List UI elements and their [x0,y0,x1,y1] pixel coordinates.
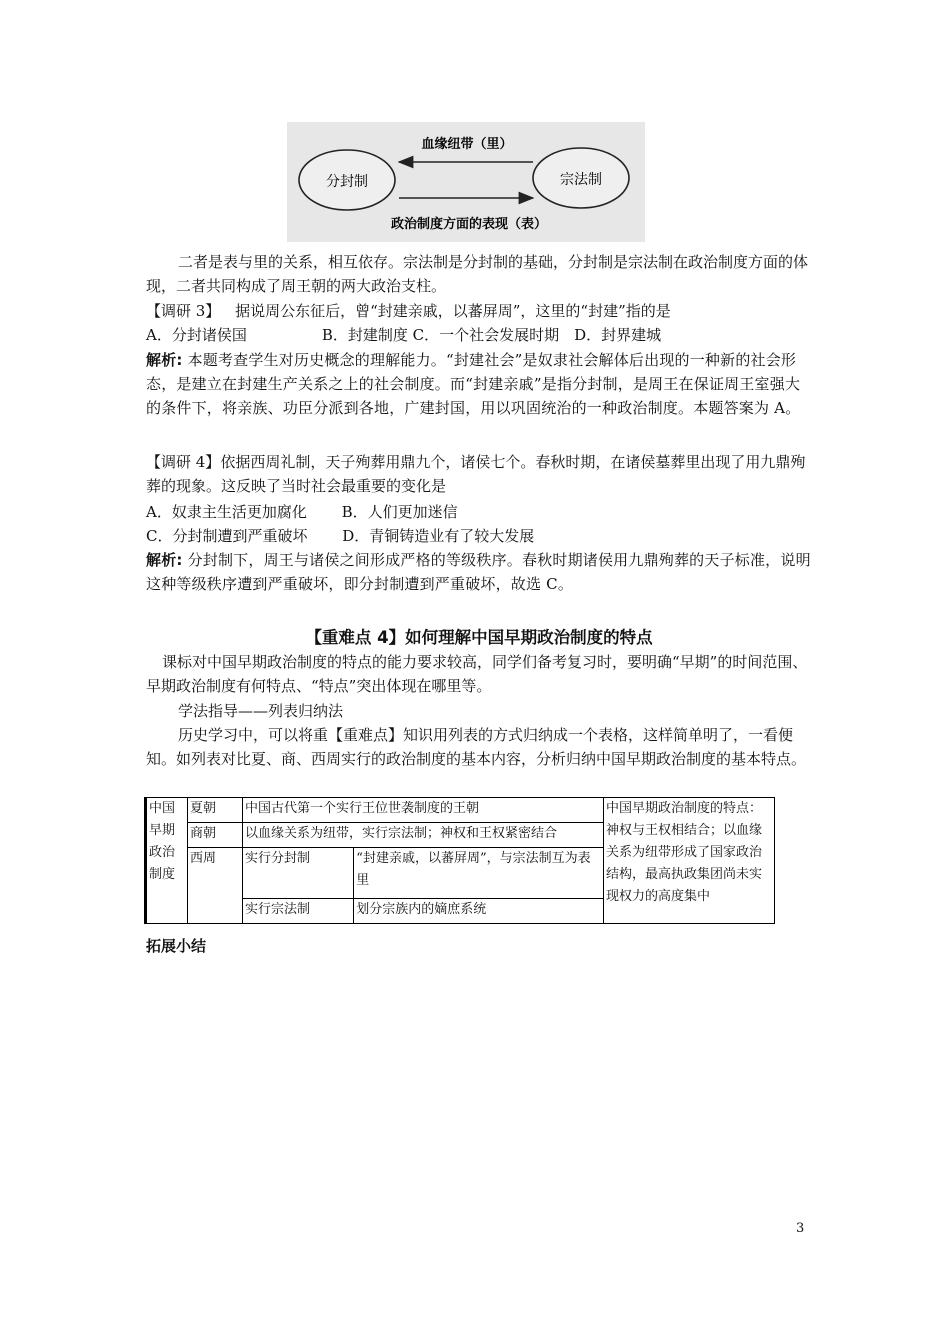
table-cell: “封建亲戚，以蕃屏周”，与宗法制互为表里 [354,848,604,899]
question-3-analysis [146,348,812,420]
dynasty-cell: 夏朝 [188,798,243,823]
method-paragraph: 历史学习中，可以将重【重难点】知识用列表的方式归纳成一个表格，这样简单明了，一看便知。如列表对比夏、商、西周实行的政治制度的基本内容，分析归纳中国早期政治制度的基本特点。 [146,726,807,768]
question-4-options-cd: C．分封制遭到严重破坏 D．青铜铸造业有了较大发展 [146,527,535,545]
analysis-label: 解析: [146,351,183,369]
page-number: 3 [796,1221,805,1236]
method-heading: 学法指导——列表归纳法 [178,702,344,720]
intro-paragraph: 课标对中国早期政治制度的特点的能力要求较高，同学们备考复习时，要明确“早期”的时间范围、早期政治制度有何特点、“特点”突出体现在哪里等。 [146,653,808,695]
bottom-arrow-label: 政治制度方面的表现（表） [390,217,548,232]
question-3-tag: 【调研 3】 [146,302,221,320]
table-cell: 以血缘关系为纽带，实行宗法制；神权和王权紧密结合 [243,823,604,848]
top-arrow-label: 血缘纽带（里） [421,137,513,152]
table-cell: 实行宗法制 [243,899,354,924]
table-cell: 中国古代第一个实行王位世袭制度的王朝 [243,798,604,823]
table-cell: 划分宗族内的嫡庶系统 [354,899,604,924]
dynasty-cell: 商朝 [188,823,243,848]
question-3-options: A．分封诸侯国 B．封建制度 C．一个社会发展时期 D．封界建城 [146,326,662,344]
analysis-label: 解析: [146,551,183,569]
footer-heading: 拓展小结 [146,937,207,955]
dynasty-cell: 西周 [188,848,243,924]
question-4-analysis [146,548,812,596]
relationship-paragraph: 二者是表与里的关系，相互依存。宗法制是分封制的基础，分封制是宗法制在政治制度方面的体现，二者共同构成了周王朝的两大政治支柱。 [146,253,809,295]
table-cell: 实行分封制 [243,848,354,899]
question-3-text: 据说周公东征后，曾“封建亲戚，以蕃屏周”，这里的“封建”指的是 [235,302,671,320]
left-node-label: 分封制 [326,174,368,190]
relationship-diagram [287,122,645,242]
question-4-tag: 【调研 4】 [146,453,221,471]
question-4-text: 依据西周礼制，天子殉葬用鼎九个，诸侯七个。春秋时期，在诸侯墓葬里出现了用九鼎殉葬的现象。这反映了当时社会最重要的变化是 [146,453,806,495]
question-4 [146,450,812,498]
question-4-options-ab: A．奴隶主生活更加腐化 B．人们更加迷信 [146,503,458,521]
right-node-label: 宗法制 [560,172,602,188]
summary-table [144,797,775,924]
analysis-text: 本题考查学生对历史概念的理解能力。“封建社会”是奴隶社会解体后出现的一种新的社会形态，是建立在封建生产关系之上的社会制度。而“封建亲戚”是指分封制，是周王在保证周王室强大的条件下，将亲族、功臣分派到各地，广建封国，用以巩固统治的一种政治制度。本题答案为 A。 [146,351,801,417]
summary-cell: 中国早期政治制度的特点：神权与王权相结合；以血缘关系为纽带形成了国家政治结构，最高执政集团尚未实现权力的高度集中 [604,798,775,924]
analysis-text: 分封制下，周王与诸侯之间形成严格的等级秩序。春秋时期诸侯用九鼎殉葬的天子标准，说明这种等级秩序遭到严重破坏，即分封制遭到严重破坏，故选 C。 [146,551,811,593]
question-3 [146,299,812,323]
row-header-cell: 中国早期政治制度 [146,798,188,924]
table-row [146,798,775,823]
section-heading: 【重难点 4】如何理解中国早期政治制度的特点 [305,628,653,647]
